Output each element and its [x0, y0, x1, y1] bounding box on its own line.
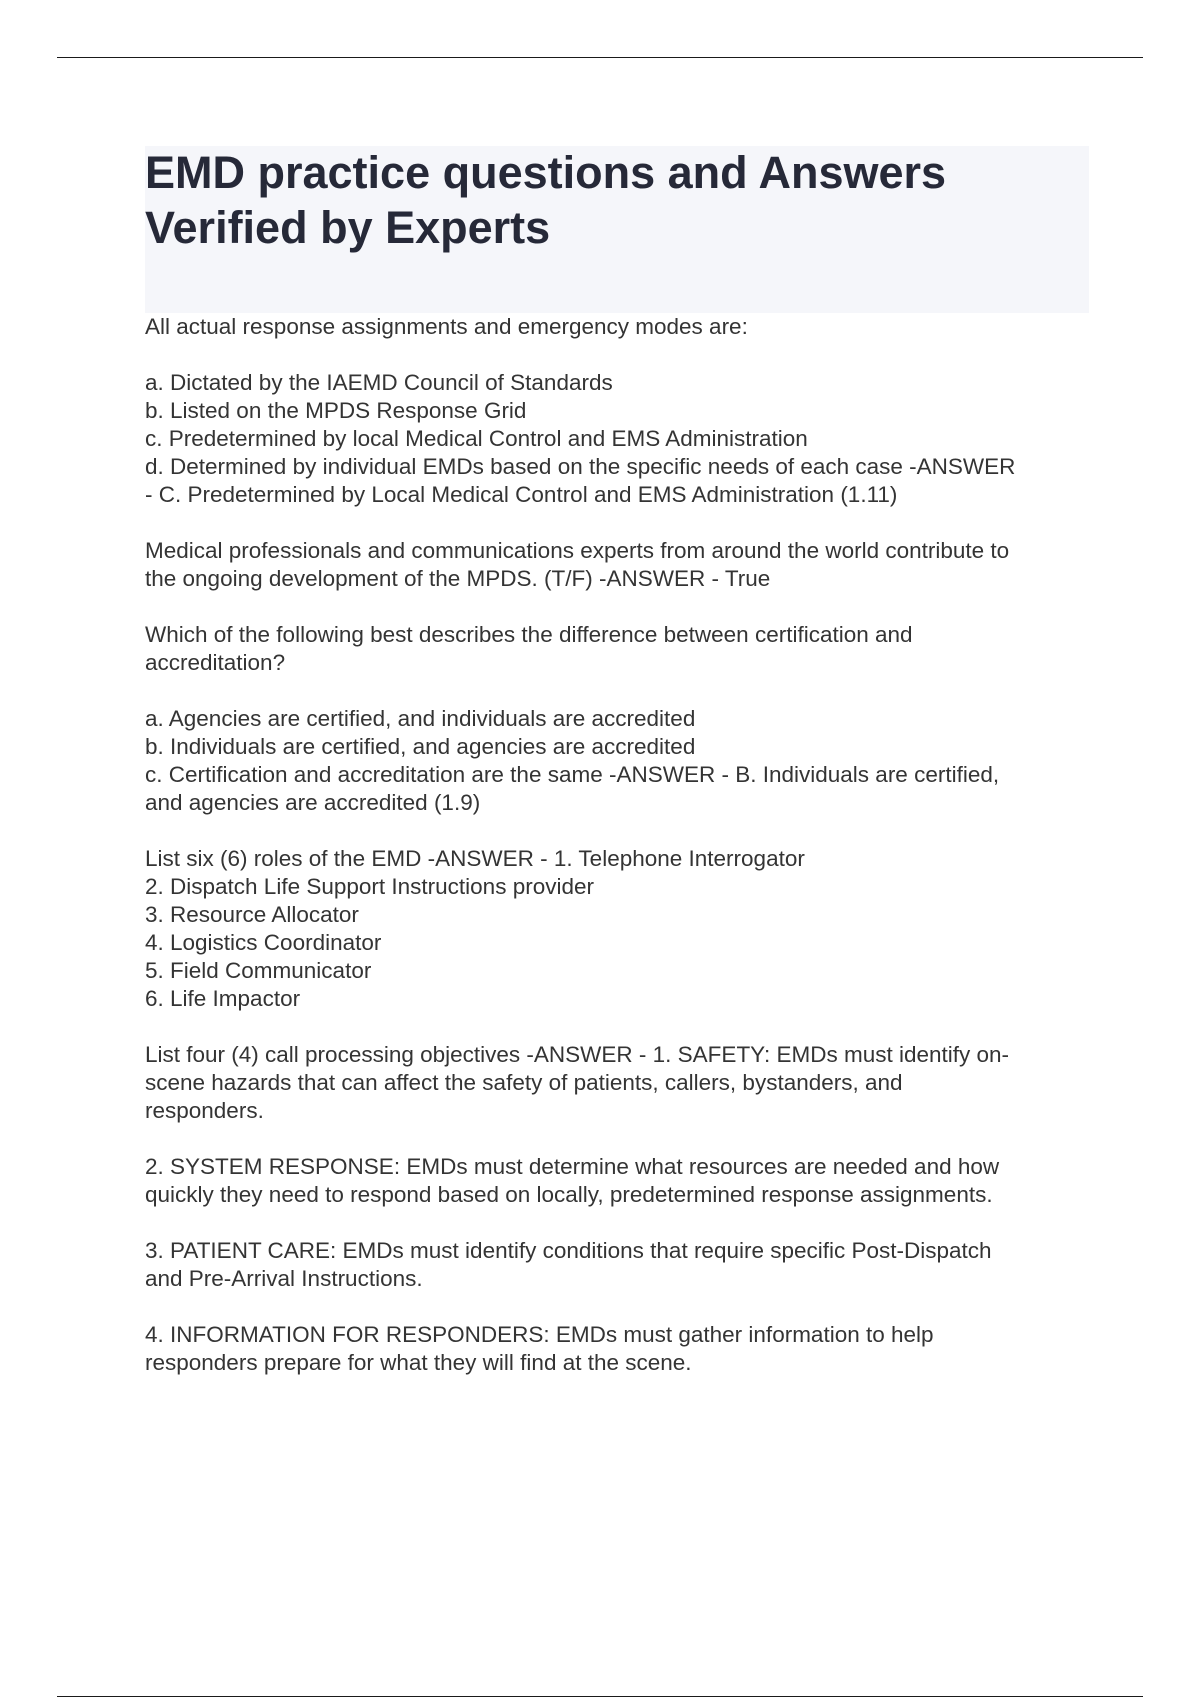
question-paragraph	[145, 621, 1095, 677]
text-line: accreditation?	[145, 650, 286, 675]
page-title-line: EMD practice questions and Answers	[145, 147, 947, 198]
text-line: responders prepare for what they will find at the scene.	[145, 1350, 692, 1375]
text-line: d. Determined by individual EMDs based on the specific needs of each case -ANSWER	[145, 454, 1016, 479]
question-paragraph	[145, 1041, 1095, 1125]
answer-options	[145, 705, 1095, 817]
text-line: 5. Field Communicator	[145, 958, 372, 983]
text-line: and agencies are accredited (1.9)	[145, 790, 481, 815]
question-intro	[145, 313, 1095, 341]
answer-paragraph	[145, 1153, 1095, 1209]
title-banner	[145, 146, 1089, 313]
answer-paragraph	[145, 1321, 1095, 1377]
text-line: c. Predetermined by local Medical Control and EMS Administration	[145, 426, 808, 451]
text-line: scene hazards that can affect the safety of patients, callers, bystanders, and	[145, 1070, 903, 1095]
bottom-rule	[57, 1696, 1143, 1697]
text-line: 2. SYSTEM RESPONSE: EMDs must determine what resources are needed and how	[145, 1154, 1000, 1179]
text-line: b. Listed on the MPDS Response Grid	[145, 398, 527, 423]
text-line: 3. Resource Allocator	[145, 902, 359, 927]
text-line: and Pre-Arrival Instructions.	[145, 1266, 423, 1291]
answer-paragraph	[145, 1237, 1095, 1293]
page-title	[145, 144, 1089, 256]
question-paragraph	[145, 845, 1095, 1013]
page-title-line: Verified by Experts	[145, 202, 551, 253]
text-line: 3. PATIENT CARE: EMDs must identify conditions that require specific Post-Dispatch	[145, 1238, 992, 1263]
top-rule	[57, 57, 1143, 58]
document-body	[145, 313, 1095, 1405]
text-line: a. Dictated by the IAEMD Council of Standards	[145, 370, 613, 395]
text-line: All actual response assignments and emergency modes are:	[145, 314, 748, 339]
text-line: c. Certification and accreditation are the same -ANSWER - B. Individuals are certified,	[145, 762, 1000, 787]
text-line: 4. INFORMATION FOR RESPONDERS: EMDs must gather information to help	[145, 1322, 934, 1347]
text-line: the ongoing development of the MPDS. (T/F) -ANSWER - True	[145, 566, 771, 591]
text-line: quickly they need to respond based on locally, predetermined response assignments.	[145, 1182, 993, 1207]
text-line: responders.	[145, 1098, 264, 1123]
text-line: 2. Dispatch Life Support Instructions provider	[145, 874, 594, 899]
answer-options	[145, 369, 1095, 509]
text-line: 4. Logistics Coordinator	[145, 930, 382, 955]
text-line: - C. Predetermined by Local Medical Control and EMS Administration (1.11)	[145, 482, 898, 507]
text-line: Which of the following best describes the difference between certification and	[145, 622, 913, 647]
text-line: b. Individuals are certified, and agencies are accredited	[145, 734, 696, 759]
text-line: List four (4) call processing objectives -ANSWER - 1. SAFETY: EMDs must identify on-	[145, 1042, 1010, 1067]
text-line: 6. Life Impactor	[145, 986, 301, 1011]
question-paragraph	[145, 537, 1095, 593]
text-line: Medical professionals and communications experts from around the world contribute to	[145, 538, 1010, 563]
text-line: a. Agencies are certified, and individuals are accredited	[145, 706, 696, 731]
text-line: List six (6) roles of the EMD -ANSWER - 1. Telephone Interrogator	[145, 846, 805, 871]
